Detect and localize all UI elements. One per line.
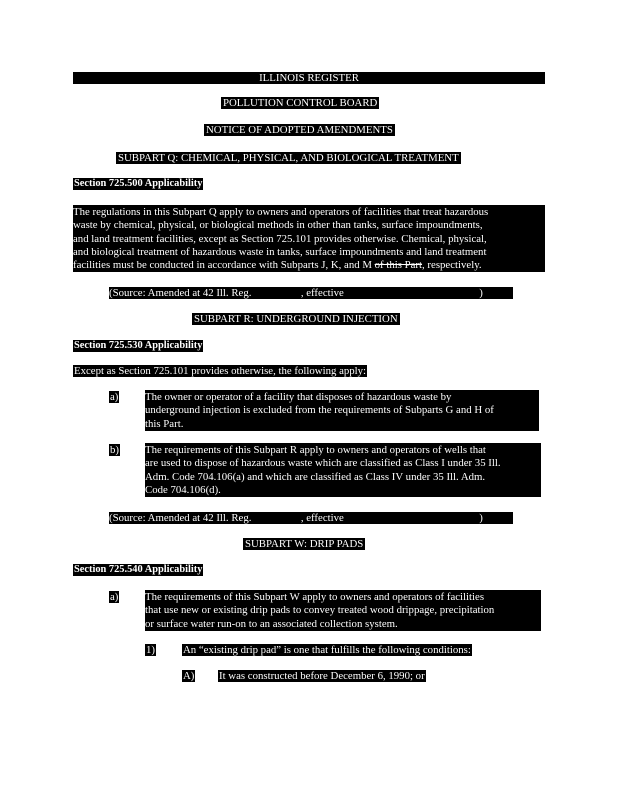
effective-date-blank [347, 514, 477, 523]
paragraph-line: The regulations in this Subpart Q apply to owners and operators of facilities that treat hazardous [73, 206, 489, 218]
item-1-text: An “existing drip pad” is one that fulfills the following conditions: [183, 644, 471, 656]
paragraph-text: facilities must be conducted in accordance with Subparts J, K, and M [73, 259, 375, 272]
notice-title: NOTICE OF ADOPTED AMENDMENTS [206, 124, 393, 136]
register-title: ILLINOIS REGISTER [259, 72, 359, 84]
paragraph-line: are used to dispose of hazardous waste which are classified as Class I under 35 Ill. [145, 457, 501, 470]
register-bar [73, 72, 545, 84]
subpart-r-title: SUBPART R: UNDERGROUND INJECTION [194, 313, 398, 325]
paragraph-line: waste by chemical, physical, or biological methods in other than tanks, surface impoundments, [73, 219, 483, 232]
subpart-q-source-note [109, 287, 513, 299]
paragraph-line: this Part. [145, 417, 184, 430]
subpart-r-source-note [109, 512, 513, 524]
effective-date-blank [347, 289, 477, 298]
paragraph-line: Adm. Code 704.106(a) and which are classified as Class IV under 35 Ill. Adm. [145, 470, 486, 483]
item-a-label: a) [110, 391, 119, 403]
item-A-text: It was constructed before December 6, 1990; or [219, 670, 425, 682]
item-A-label: A) [183, 670, 195, 682]
item-b-paragraph [145, 443, 541, 497]
source-amended-text: (Source: Amended at 42 Ill. Reg. [109, 287, 252, 299]
paragraph-line: The requirements of this Subpart W apply to owners and operators of facilities [145, 591, 485, 603]
section-725-500-heading: Section 725.500 Applicability [74, 178, 203, 189]
source-close-paren: ) [479, 287, 483, 299]
subpart-r-intro: Except as Section 725.101 provides otherwise, the following apply: [74, 365, 367, 377]
paragraph-line: and biological treatment of hazardous waste in tanks, surface impoundments and land treatment [73, 245, 487, 258]
source-effective-text: , effective [300, 512, 344, 524]
item-b-label: b) [110, 444, 119, 456]
board-title: POLLUTION CONTROL BOARD [223, 97, 378, 109]
paragraph-line: or surface water run-on to an associated collection system. [145, 617, 398, 630]
register-page-blank [254, 514, 298, 523]
subpart-q-title: SUBPART Q: CHEMICAL, PHYSICAL, AND BIOLOGICAL TREATMENT [118, 152, 459, 164]
paragraph-text-end: , respectively. [422, 259, 482, 272]
section-725-540-heading: Section 725.540 Applicability [74, 564, 203, 575]
paragraph-line: and land treatment facilities, except as Section 725.101 provides otherwise. Chemical, physical, [73, 232, 487, 245]
paragraph-line-last [73, 259, 545, 272]
subpart-q-paragraph [73, 205, 545, 272]
item-a-paragraph-w [145, 590, 541, 631]
item-1-label: 1) [146, 644, 155, 656]
source-close-paren: ) [479, 512, 483, 524]
paragraph-line: The requirements of this Subpart R apply to owners and operators of wells that [145, 444, 486, 456]
paragraph-line: underground injection is excluded from the requirements of Subparts G and H of [145, 404, 494, 417]
paragraph-line: The owner or operator of a facility that disposes of hazardous waste by [145, 391, 452, 403]
register-page-blank [254, 289, 298, 298]
item-a-paragraph [145, 390, 539, 431]
struck-text: of this Part [374, 259, 423, 272]
section-725-530-heading: Section 725.530 Applicability [74, 340, 203, 351]
paragraph-line: that use new or existing drip pads to convey treated wood drippage, precipitation [145, 604, 495, 617]
subpart-w-title: SUBPART W: DRIP PADS [245, 538, 364, 550]
source-effective-text: , effective [300, 287, 344, 299]
source-amended-text: (Source: Amended at 42 Ill. Reg. [109, 512, 252, 524]
item-a-label-w: a) [110, 591, 119, 603]
paragraph-line: Code 704.106(d). [145, 483, 221, 496]
